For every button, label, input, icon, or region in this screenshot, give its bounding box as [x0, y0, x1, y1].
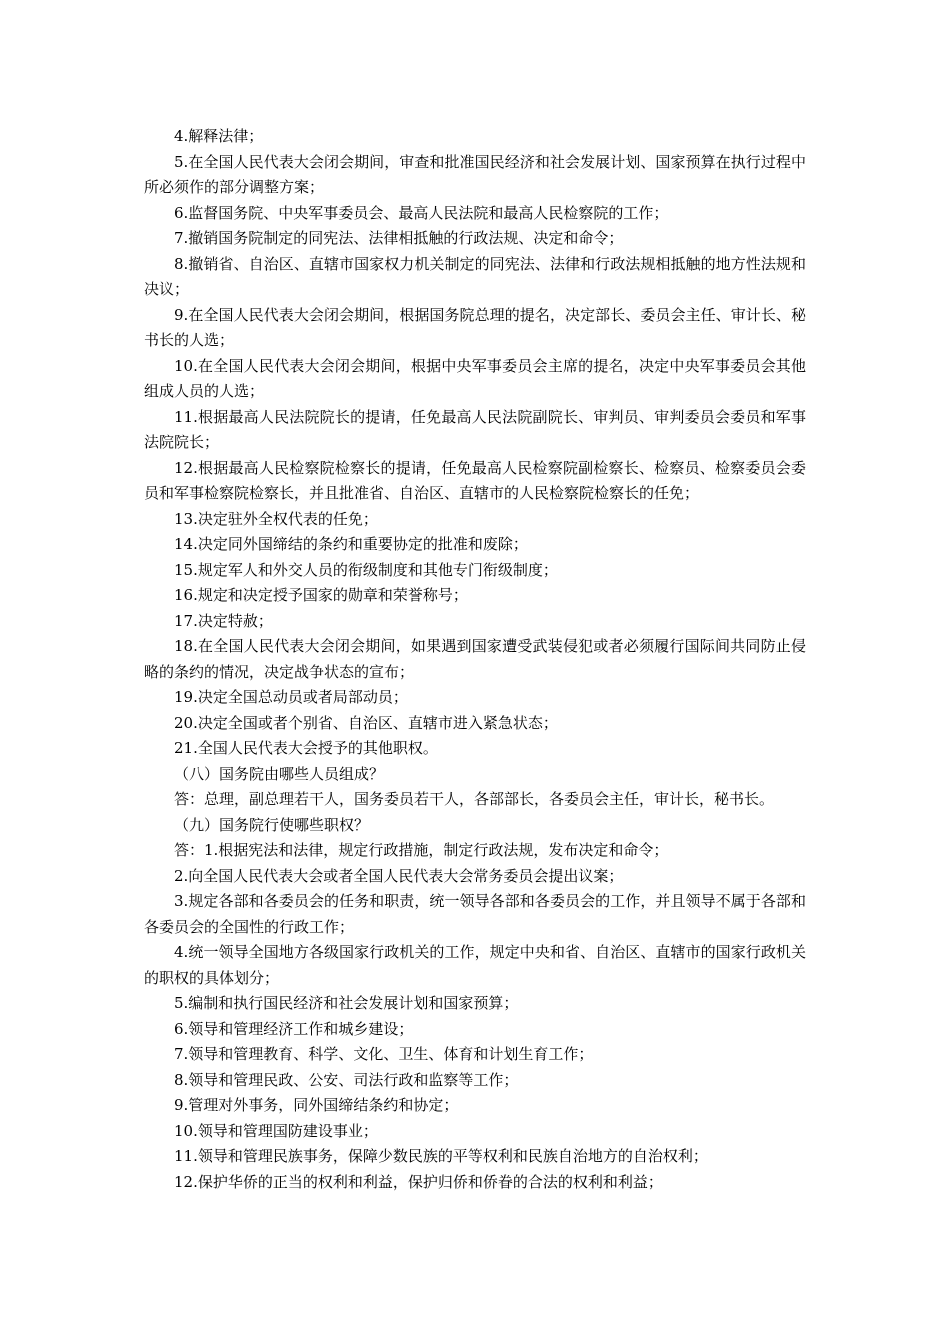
question-heading: （九）国务院行使哪些职权？ [174, 815, 370, 834]
paragraph: 18.在全国人民代表大会闭会期间，如果遇到国家遭受武装侵犯或者必须履行国际间共同防止侵略的条约的情况，决定战争状态的宣布； [144, 637, 806, 681]
paragraph: 4.解释法律； [174, 127, 264, 145]
answer-paragraph: 答：1.根据宪法和法律，规定行政措施，制定行政法规，发布决定和命令； [174, 841, 669, 859]
paragraph: 21.全国人民代表大会授予的其他职权。 [174, 739, 438, 757]
paragraph: 20.决定全国或者个别省、自治区、直辖市进入紧急状态； [174, 713, 558, 732]
paragraph: 15.规定军人和外交人员的衔级制度和其他专门衔级制度； [174, 560, 558, 579]
paragraph: 13.决定驻外全权代表的任免； [174, 509, 378, 528]
paragraph: 14.决定同外国缔结的条约和重要协定的批准和废除； [174, 535, 528, 553]
paragraph: 19.决定全国总动员或者局部动员； [174, 688, 408, 706]
paragraph: 16.规定和决定授予国家的勋章和荣誉称号； [174, 586, 468, 604]
paragraph: 5.编制和执行国民经济和社会发展计划和国家预算； [174, 994, 519, 1012]
paragraph: 7.领导和管理教育、科学、文化、卫生、体育和计划生育工作； [174, 1045, 594, 1063]
paragraph: 12.保护华侨的正当的权利和利益，保护归侨和侨眷的合法的权利和利益； [174, 1172, 663, 1191]
answer-paragraph: 答：总理，副总理若干人，国务委员若干人，各部部长，各委员会主任，审计长，秘书长。 [174, 790, 775, 808]
document-body [144, 124, 806, 1195]
paragraph: 17.决定特赦； [174, 611, 273, 630]
paragraph: 7.撤销国务院制定的同宪法、法律相抵触的行政法规、决定和命令； [174, 229, 624, 247]
paragraph: 10.领导和管理国防建设事业； [174, 1121, 378, 1140]
paragraph: 4.统一领导全国地方各级国家行政机关的工作，规定中央和省、自治区、直辖市的国家行政机关的职权的具体划分； [144, 943, 806, 987]
paragraph: 12.根据最高人民检察院检察长的提请，任免最高人民检察院副检察长、检察员、检察委员会委员和军事检察院检察长，并且批准省、自治区、直辖市的人民检察院检察长的任免； [144, 458, 806, 502]
paragraph: 11.根据最高人民法院院长的提请，任免最高人民法院副院长、审判员、审判委员会委员和军事法院院长； [144, 407, 806, 451]
paragraph: 2.向全国人民代表大会或者全国人民代表大会常务委员会提出议案； [174, 866, 624, 885]
paragraph: 3.规定各部和各委员会的任务和职责，统一领导各部和各委员会的工作，并且领导不属于各部和各委员会的全国性的行政工作； [144, 892, 806, 936]
paragraph: 10.在全国人民代表大会闭会期间，根据中央军事委员会主席的提名，决定中央军事委员会其他组成人员的人选； [144, 356, 806, 400]
paragraph: 8.撤销省、自治区、直辖市国家权力机关制定的同宪法、法律和行政法规相抵触的地方性法规和决议； [144, 254, 806, 298]
paragraph: 9.在全国人民代表大会闭会期间，根据国务院总理的提名，决定部长、委员会主任、审计长、秘书长的人选； [144, 305, 806, 349]
paragraph: 6.领导和管理经济工作和城乡建设； [174, 1019, 414, 1038]
question-heading: （八）国务院由哪些人员组成？ [174, 764, 385, 783]
paragraph: 5.在全国人民代表大会闭会期间，审查和批准国民经济和社会发展计划、国家预算在执行过程中所必须作的部分调整方案； [144, 152, 806, 196]
paragraph: 6.监督国务院、中央军事委员会、最高人民法院和最高人民检察院的工作； [174, 203, 669, 222]
paragraph: 8.领导和管理民政、公安、司法行政和监察等工作； [174, 1070, 519, 1089]
paragraph: 11.领导和管理民族事务，保障少数民族的平等权利和民族自治地方的自治权利； [174, 1147, 708, 1165]
paragraph: 9.管理对外事务，同外国缔结条约和协定； [174, 1096, 459, 1114]
